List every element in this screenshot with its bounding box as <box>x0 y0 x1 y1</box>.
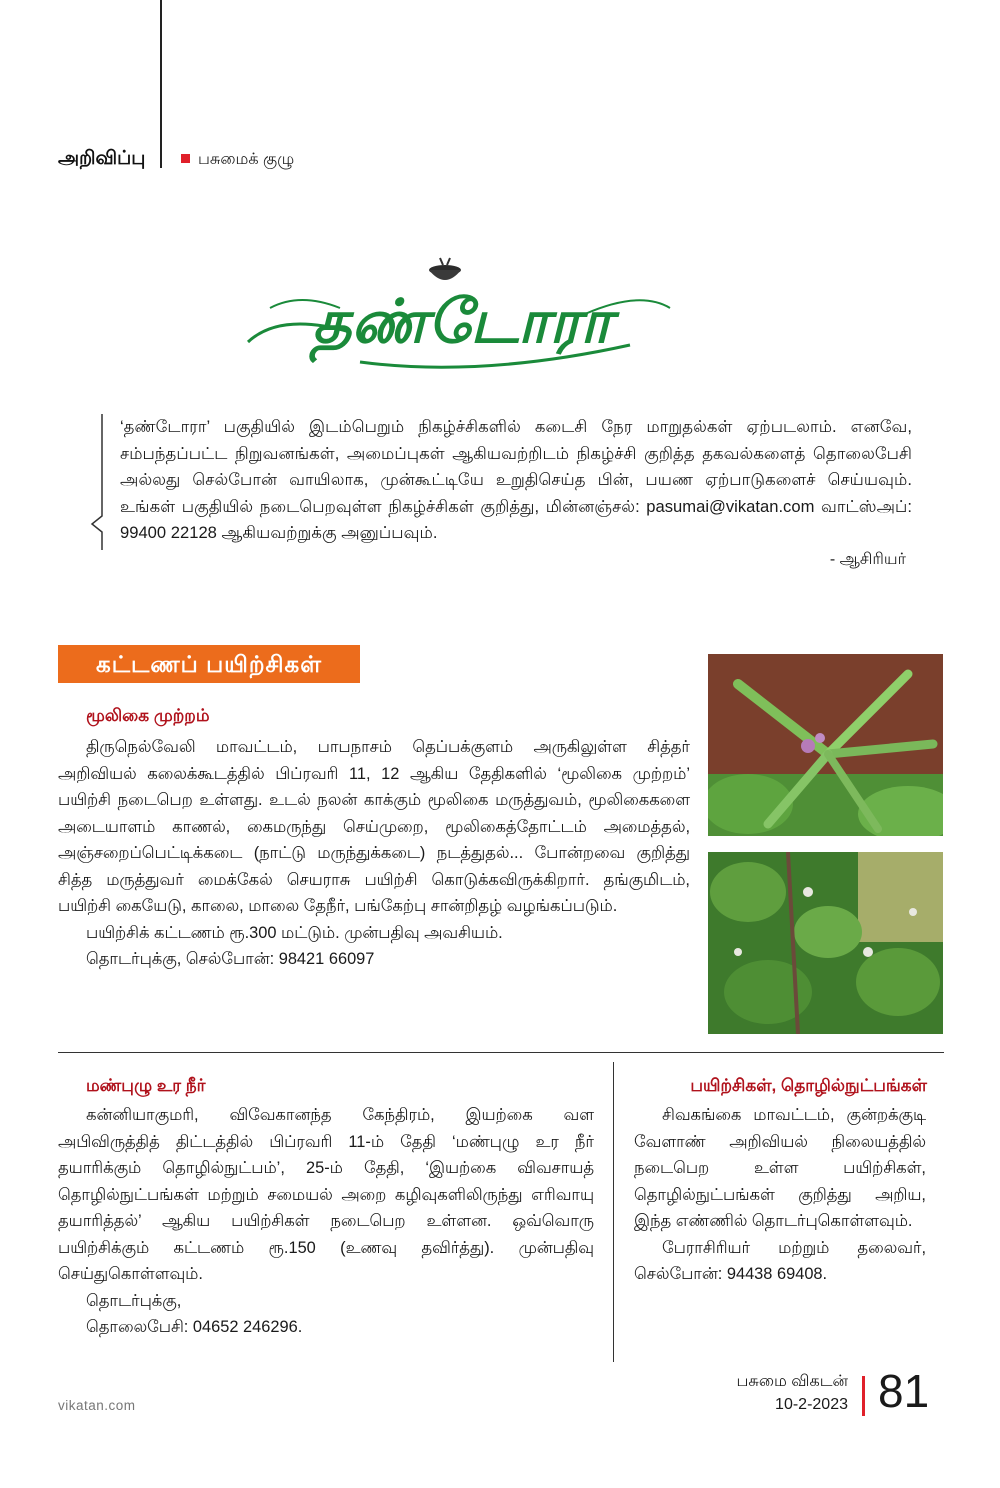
paragraph: பயிற்சிக் கட்டணம் ரூ.300 மட்டும். முன்பதிவு அவசியம். <box>86 923 503 942</box>
paragraph: சிவகங்கை மாவட்டம், குன்றக்குடி வேளாண் அறிவியல் நிலையத்தில் நடைபெற உள்ள பயிற்சிகள், தொழில்நுட்பங்கள் குறித்து அறிய, இந்த எண்ணில் தொடர்புகொள்ளவும். <box>634 1106 926 1230</box>
article-body-payirchi <box>634 1102 926 1288</box>
paragraph: கன்னியாகுமரி, விவேகானந்த கேந்திரம், இயற்கை வள அபிவிருத்தித் திட்டத்தில் பிப்ரவரி 11-ம் தேதி ‘மண்புழு உர நீர் தயாரிக்கும் தொழில்நுட்பம்’, 25-ம் தேதி, ‘இயற்கை விவசாயத் தொழில்நுட்பங்கள் மற்றும் சமையல் அறை கழிவுகளிலிருந்து எரிவாயு தயாரித்தல்’ ஆகிய பயிற்சிகள் நடைபெற உள்ளன. ஒவ்வொரு பயிற்சிக்கும் கட்டணம் ரூ.150 (உணவு தவிர்த்து). முன்பதிவு செய்துகொள்ளவும். <box>58 1106 594 1283</box>
column-divider-vertical <box>613 1062 614 1362</box>
drum-icon <box>429 258 461 280</box>
magazine-name: பசுமை விகடன் <box>736 1373 848 1390</box>
site-url: vikatan.com <box>58 1398 136 1413</box>
article-title-payirchi: பயிற்சிகள், தொழில்நுட்பங்கள் <box>690 1076 927 1095</box>
herb-photo-1 <box>708 654 943 836</box>
team-label: பசுமைக் குழு <box>198 151 295 168</box>
notice-text: ‘தண்டோரா’ பகுதியில் இடம்பெறும் நிகழ்ச்சிகளில் கடைசி நேர மாறுதல்கள் ஏற்படலாம். எனவே, சம்பந்தப்பட்ட நிறுவனங்கள், அமைப்புகள் ஆகியவற்றிடம் நிகழ்ச்சி குறித்த தகவல்களைத் தொலைபேசி அல்லது செல்போன் வாயிலாக, முன்கூட்டியே உறுதிசெய்த பின், பயண ஏற்பாடுகளைச் செய்யவும். உங்கள் பகுதியில் நடைபெறவுள்ள நிகழ்ச்சிகள் குறித்து, மின்னஞ்சல்: pasumai@vikatan.com வாட்ஸ்அப்: 99400 22128 ஆகியவற்றுக்கு அனுப்பவும். <box>120 417 912 542</box>
paragraph: தொலைபேசி: 04652 246296. <box>86 1318 303 1336</box>
article-title-manpuzhu: மண்புழு உர நீர் <box>86 1076 206 1095</box>
section-banner: கட்டணப் பயிற்சிகள் <box>58 645 360 683</box>
thandora-logo <box>240 250 680 380</box>
issue-date: 10-2-2023 <box>775 1396 848 1413</box>
paragraph: தொடர்புக்கு, செல்போன்: 98421 66097 <box>86 950 375 968</box>
article-title-mooligai: மூலிகை முற்றம் <box>86 706 210 725</box>
herb-photo-2 <box>708 852 943 1034</box>
page-number: 81 <box>878 1365 930 1417</box>
paragraph: பேராசிரியர் மற்றும் தலைவர், செல்போன்: 94438 69408. <box>634 1238 926 1283</box>
footer-red-bar <box>862 1376 865 1416</box>
paragraph: திருநெல்வேலி மாவட்டம், பாபநாசம் தெப்பக்குளம் அருகிலுள்ள சித்தர் அறிவியல் கலைக்கூடத்தில் பிப்ரவரி 11, 12 ஆகிய தேதிகளில் ‘மூலிகை முற்றம்’ பயிற்சி நடைபெற உள்ளது. உடல் நலன் காக்கும் மூலிகை மருத்துவம், மூலிகைகளை அடையாளம் காணல், கைமருந்து செய்முறை, மூலிகைத்தோட்டம் அமைத்தல், அஞ்சறைப்பெட்டிக்கடை (நாட்டு மருந்துக்கடை) நடத்துதல்... போன்றவை குறித்து சித்த மருத்துவர் மைக்கேல் செயராசு பயிற்சி கொடுக்கவிருக்கிறார். தங்குமிடம், பயிற்சி கையேடு, காலை, மாலை தேநீர், பங்கேற்பு சான்றிதழ் வழங்கப்படும். <box>58 738 690 915</box>
article-body-manpuzhu <box>58 1102 594 1341</box>
notice-signature: - ஆசிரியர் <box>829 551 906 568</box>
section-divider-horizontal <box>58 1052 944 1053</box>
notice-bracket <box>86 412 110 552</box>
paragraph: தொடர்புக்கு, <box>86 1291 182 1310</box>
article-body-mooligai <box>58 734 690 973</box>
red-square-bullet-icon <box>181 154 190 163</box>
header-vertical-rule <box>160 0 162 168</box>
section-label: அறிவிப்பு <box>58 148 146 169</box>
logo-text: தண்டோரா <box>312 287 612 357</box>
